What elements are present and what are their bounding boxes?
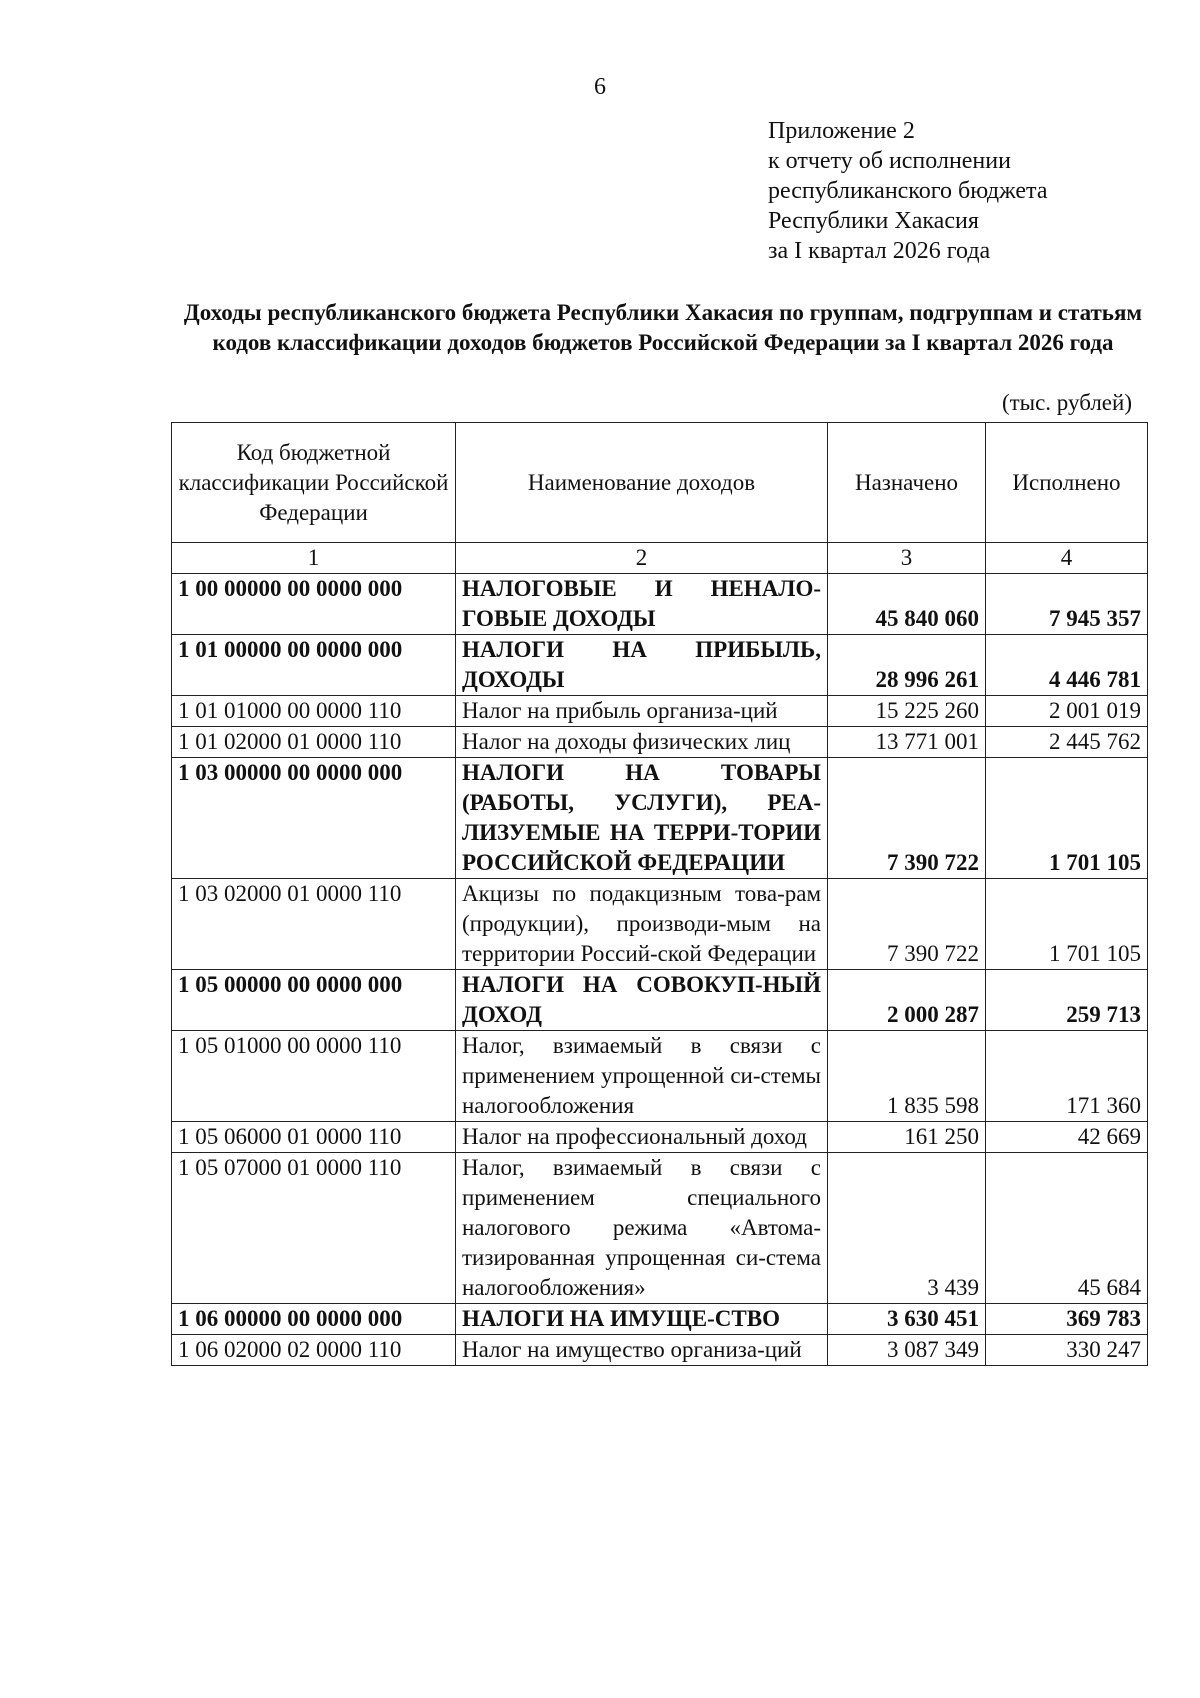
header-name: Наименование доходов — [456, 423, 828, 543]
table-row — [172, 727, 1148, 758]
cell-executed: 1 701 105 — [986, 879, 1148, 970]
cell-planned: 15 225 260 — [828, 696, 986, 727]
cell-executed: 171 360 — [986, 1031, 1148, 1122]
cell-planned: 161 250 — [828, 1122, 986, 1153]
header-code: Код бюджетной классификации Российской Федерации — [172, 423, 456, 543]
appendix-line: республиканского бюджета — [768, 178, 1048, 204]
header-planned: Назначено — [828, 423, 986, 543]
table-row — [172, 696, 1148, 727]
appendix-note — [768, 116, 1047, 266]
cell-planned: 45 840 060 — [828, 574, 986, 635]
cell-code: 1 05 07000 01 0000 110 — [172, 1153, 456, 1304]
cell-code: 1 06 00000 00 0000 000 — [172, 1304, 456, 1335]
cell-planned: 3 087 349 — [828, 1335, 986, 1366]
table-row — [172, 970, 1148, 1031]
cell-code: 1 01 01000 00 0000 110 — [172, 696, 456, 727]
cell-name: НАЛОГИ НА ПРИБЫЛЬ, ДОХОДЫ — [456, 635, 828, 696]
column-number-row — [172, 543, 1148, 574]
appendix-line: к отчету об исполнении — [768, 148, 1011, 174]
cell-executed: 45 684 — [986, 1153, 1148, 1304]
cell-executed: 1 701 105 — [986, 758, 1148, 879]
cell-name: Акцизы по подакцизным това-рам (продукции), производи-мым на территории Россий-ской Федерации — [456, 879, 828, 970]
cell-code: 1 05 06000 01 0000 110 — [172, 1122, 456, 1153]
cell-executed: 259 713 — [986, 970, 1148, 1031]
cell-executed: 42 669 — [986, 1122, 1148, 1153]
cell-executed: 330 247 — [986, 1335, 1148, 1366]
cell-name: НАЛОГИ НА ИМУЩЕ-СТВО — [456, 1304, 828, 1335]
cell-name: Налог на имущество организа-ций — [456, 1335, 828, 1366]
column-number: 1 — [172, 543, 456, 574]
cell-planned: 7 390 722 — [828, 758, 986, 879]
income-table — [171, 422, 1148, 1366]
header-executed: Исполнено — [986, 423, 1148, 543]
cell-code: 1 01 02000 01 0000 110 — [172, 727, 456, 758]
column-number: 3 — [828, 543, 986, 574]
cell-planned: 1 835 598 — [828, 1031, 986, 1122]
table-row — [172, 635, 1148, 696]
cell-code: 1 06 02000 02 0000 110 — [172, 1335, 456, 1366]
cell-planned: 28 996 261 — [828, 635, 986, 696]
table-row — [172, 1153, 1148, 1304]
cell-planned: 3 630 451 — [828, 1304, 986, 1335]
table-row — [172, 574, 1148, 635]
table-body — [172, 543, 1148, 1366]
table-row — [172, 1304, 1148, 1335]
table-row — [172, 758, 1148, 879]
cell-name: Налог, взимаемый в связи с применением специального налогового режима «Автома-тизированная упрощенная си-стема налогообложения» — [456, 1153, 828, 1304]
appendix-line: Республики Хакасия — [768, 208, 979, 234]
cell-name: Налог на доходы физических лиц — [456, 727, 828, 758]
units-label: (тыс. рублей) — [1001, 390, 1132, 415]
cell-code: 1 03 02000 01 0000 110 — [172, 879, 456, 970]
cell-code: 1 00 00000 00 0000 000 — [172, 574, 456, 635]
cell-name: Налог, взимаемый в связи с применением упрощенной си-стемы налогообложения — [456, 1031, 828, 1122]
appendix-line: Приложение 2 — [768, 118, 915, 144]
cell-name: Налог на прибыль организа-ций — [456, 696, 828, 727]
cell-executed: 2 445 762 — [986, 727, 1148, 758]
cell-name: НАЛОГИ НА ТОВАРЫ (РАБОТЫ, УСЛУГИ), РЕА-ЛИЗУЕМЫЕ НА ТЕРРИ-ТОРИИ РОССИЙСКОЙ ФЕДЕРАЦИИ — [456, 758, 828, 879]
cell-executed: 369 783 — [986, 1304, 1148, 1335]
cell-planned: 7 390 722 — [828, 879, 986, 970]
cell-name: НАЛОГИ НА СОВОКУП-НЫЙ ДОХОД — [456, 970, 828, 1031]
document-title: Доходы республиканского бюджета Республики Хакасия по группам, подгруппам и статьям кодов классификации доходов бюджетов Российской Федерации за I квартал 2026 года — [183, 300, 1143, 355]
table-row — [172, 1335, 1148, 1366]
cell-executed: 2 001 019 — [986, 696, 1148, 727]
cell-code: 1 05 01000 00 0000 110 — [172, 1031, 456, 1122]
page-number: 6 — [594, 74, 606, 100]
column-number: 2 — [456, 543, 828, 574]
cell-executed: 4 446 781 — [986, 635, 1148, 696]
table-header-row — [172, 423, 1148, 543]
cell-code: 1 05 00000 00 0000 000 — [172, 970, 456, 1031]
appendix-line: за I квартал 2026 года — [768, 238, 991, 264]
column-number: 4 — [986, 543, 1148, 574]
cell-planned: 13 771 001 — [828, 727, 986, 758]
table-row — [172, 1031, 1148, 1122]
cell-planned: 3 439 — [828, 1153, 986, 1304]
table-row — [172, 1122, 1148, 1153]
table-row — [172, 879, 1148, 970]
cell-planned: 2 000 287 — [828, 970, 986, 1031]
cell-name: Налог на профессиональный доход — [456, 1122, 828, 1153]
cell-code: 1 01 00000 00 0000 000 — [172, 635, 456, 696]
cell-name: НАЛОГОВЫЕ И НЕНАЛО-ГОВЫЕ ДОХОДЫ — [456, 574, 828, 635]
cell-executed: 7 945 357 — [986, 574, 1148, 635]
cell-code: 1 03 00000 00 0000 000 — [172, 758, 456, 879]
